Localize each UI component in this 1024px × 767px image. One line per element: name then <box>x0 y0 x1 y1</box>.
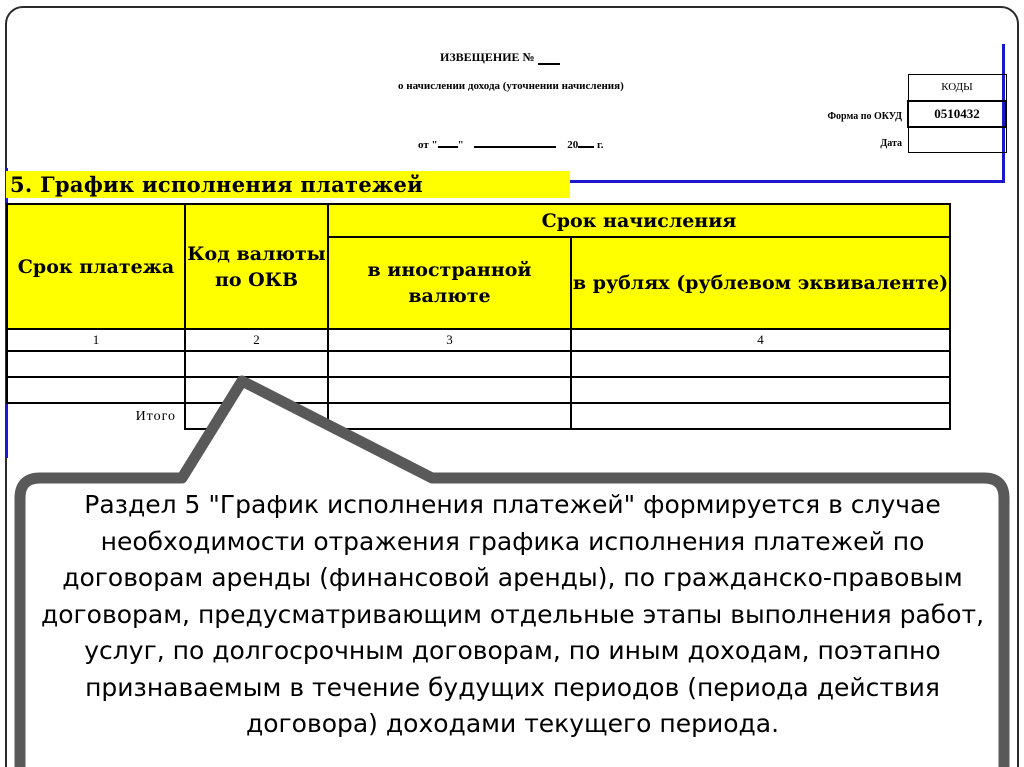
col-number-4: 4 <box>571 329 950 351</box>
col-header-currency-code: Код валюты по ОКВ <box>185 204 328 329</box>
date-suffix: г. <box>596 139 604 151</box>
codes-header: КОДЫ <box>908 75 1006 101</box>
notice-title-text: ИЗВЕЩЕНИЕ № <box>440 50 535 64</box>
col-number-2: 2 <box>185 329 328 351</box>
callout-text: Раздел 5 "График исполнения платежей" формируется в случае необходимости отражения графика исполнения платежей по договорам аренды (финансовой аренды), по гражданско-правовым договорам, предусматривающим отдельные этапы выполнения работ, услуг, по долгосрочным договорам, по иным доходам, поэтапно признаваемым в течение будущих периодов (периода действия договора) доходами текущего периода. <box>40 490 985 738</box>
form-okud-label: Форма по ОКУД <box>827 111 902 122</box>
col-header-foreign-currency: в иностранной валюте <box>328 237 571 329</box>
section-title: 5. График исполнения платежей <box>6 171 570 198</box>
date-quote: " <box>457 139 464 151</box>
date-label: Дата <box>880 138 902 149</box>
notice-subtitle: о начислении дохода (уточнении начисления) <box>398 80 624 92</box>
col-header-payment-date: Срок платежа <box>7 204 185 329</box>
col-number-3: 3 <box>328 329 571 351</box>
date-prefix: от " <box>418 139 438 151</box>
col-number-1: 1 <box>7 329 185 351</box>
date-year: 20 <box>567 139 579 151</box>
form-code-cell: 0510432 <box>908 101 1006 127</box>
total-label: Итого <box>135 408 176 424</box>
group-header-accrual-date: Срок начисления <box>328 204 950 237</box>
col-header-rubles: в рублях (рублевом эквиваленте) <box>571 237 950 329</box>
